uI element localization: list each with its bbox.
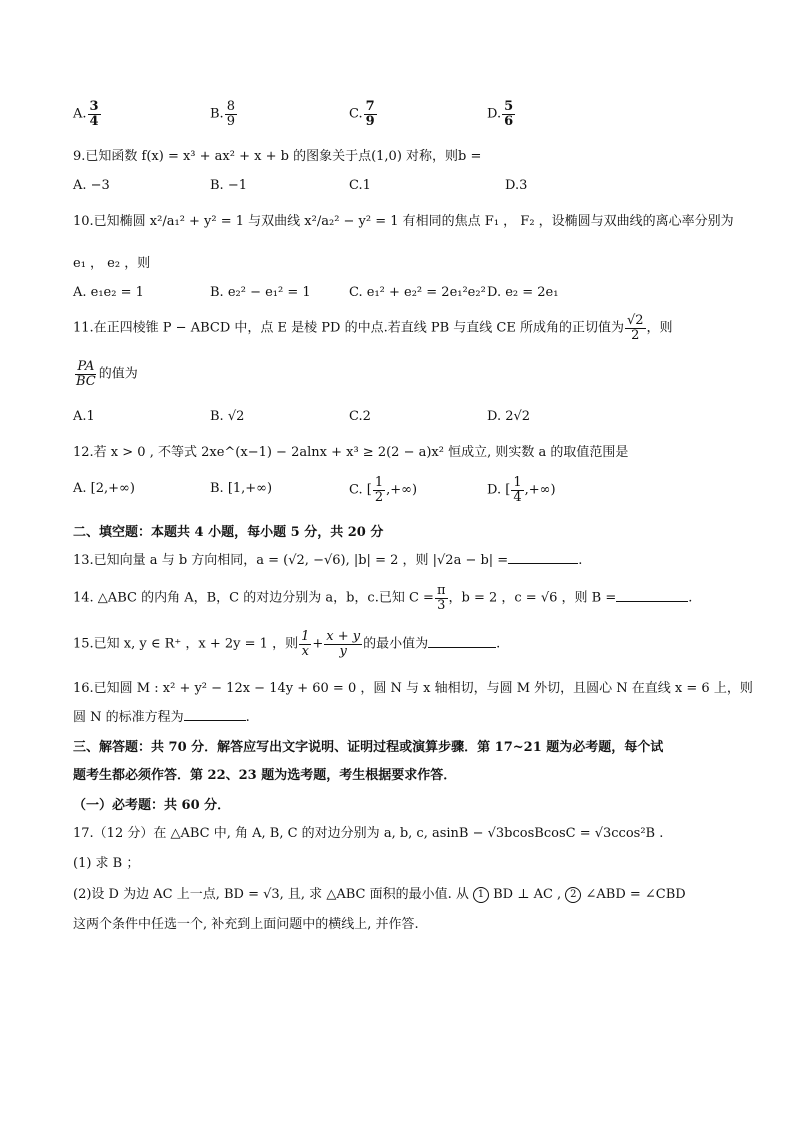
option-label: A. bbox=[73, 106, 87, 122]
numerator: 1 bbox=[374, 475, 384, 490]
q11-stem-text2: 的值为 bbox=[98, 366, 138, 382]
numerator: 5 bbox=[504, 99, 514, 114]
q11-ratio-fraction bbox=[74, 360, 98, 388]
q15-stem-b: 的最小值为 bbox=[363, 636, 429, 652]
q11-option-d: D. 2√2 bbox=[487, 409, 531, 424]
condition-2: ∠ABD = ∠CBD bbox=[585, 887, 686, 902]
q12-option-c: C. [ $\frac{1}{2}$ ,+∞) bbox=[349, 475, 418, 505]
q10-option-d: D. e₂ = 2e₁ bbox=[487, 285, 559, 300]
denominator: 9 bbox=[365, 113, 375, 129]
q15-fraction-1 bbox=[299, 630, 311, 658]
denominator: x bbox=[301, 643, 309, 659]
q9-option-c: C.1 bbox=[349, 178, 371, 193]
numerator: PA bbox=[77, 359, 95, 374]
q9-option-b: B. −1 bbox=[210, 178, 247, 193]
q16-tail: . bbox=[245, 710, 250, 725]
numerator: 1 bbox=[513, 475, 522, 490]
option-label: C. bbox=[349, 106, 363, 122]
numerator: 1 bbox=[301, 629, 310, 644]
denominator: 4 bbox=[513, 489, 522, 505]
fraction bbox=[373, 476, 385, 504]
denominator: 2 bbox=[631, 327, 640, 343]
q12-stem: 12.若 x > 0 , 不等式 2xe^(x−1) − 2alnx + x³ ≥ 2(2 − a)x² 恒成立, 则实数 a 的取值范围是 bbox=[73, 445, 629, 460]
numerator: √2 bbox=[626, 313, 644, 328]
answer-blank bbox=[184, 708, 246, 721]
q15-fraction-2 bbox=[324, 630, 362, 658]
q10-option-c: C. e₁² + e₂² = 2e₁²e₂² bbox=[349, 285, 486, 300]
q14-stem-b: ，b = 2 ，c = √6 ，则 B = bbox=[448, 590, 617, 606]
q11-option-b: B. √2 bbox=[210, 409, 245, 424]
interval-tail: ,+∞) bbox=[386, 482, 418, 498]
option-label: C. bbox=[349, 482, 363, 498]
q10-stem-line1: 10.已知椭圆 x²/a₁² + y² = 1 与双曲线 x²/a₂² − y² = 1 有相同的焦点 F₁ ， F₂ ，设椭圆与双曲线的离心率分别为 bbox=[73, 214, 734, 229]
condition-1: BD ⊥ AC , bbox=[493, 887, 562, 902]
q12-option-d: D. [ $\frac{1}{4}$ ,+∞) bbox=[487, 475, 556, 505]
numerator: 3 bbox=[89, 99, 99, 114]
q15-tail: . bbox=[496, 636, 501, 652]
q9-option-d: D.3 bbox=[505, 178, 528, 193]
q17-part2-line2: 这两个条件中任选一个, 补充到上面问题中的横线上, 并作答. bbox=[73, 917, 419, 932]
q17-part1: (1) 求 B ； bbox=[73, 856, 140, 871]
q16-stem-line2 bbox=[73, 706, 250, 725]
circled-number-2: 2 bbox=[565, 887, 581, 903]
fraction bbox=[502, 100, 515, 128]
denominator: 9 bbox=[226, 113, 235, 129]
q14-stem-a: 14. △ABC 的内角 A，B，C 的对边分别为 a，b，c.已知 C = bbox=[73, 590, 434, 606]
q12-option-a: A. [2,+∞) bbox=[73, 481, 135, 496]
section3-heading-line1: 三、解答题：共 70 分．解答应写出文字说明、证明过程或演算步骤．第 17~21 题为必考题，每个试 bbox=[73, 740, 664, 755]
fraction bbox=[364, 100, 377, 128]
q11-stem-text: 11.在正四棱锥 P − ABCD 中，点 E 是棱 PD 的中点.若直线 PB 与直线 CE 所成角的正切值为 bbox=[73, 320, 624, 336]
numerator: π bbox=[436, 583, 446, 598]
q14-line bbox=[73, 584, 692, 612]
q17-stem: 17.（12 分）在 △ABC 中, 角 A, B, C 的对边分别为 a, b, c, asinB − √3bcosBcosC = √3ccos²B . bbox=[73, 826, 664, 841]
q13-stem: 13.已知向量 a 与 b 方向相同，a = (√2, −√6), |b| = 2 ，则 |√2a − b| = bbox=[73, 553, 509, 568]
q14-pi-fraction bbox=[435, 584, 448, 612]
option-label: B. bbox=[210, 106, 224, 122]
denominator: BC bbox=[76, 373, 96, 389]
q17-part2-text: (2)设 D 为边 AC 上一点, BD = √3, 且, 求 △ABC 面积的最小值. 从 bbox=[73, 887, 469, 902]
q13-line bbox=[73, 549, 582, 568]
q9-option-a: A. −3 bbox=[73, 178, 110, 193]
fraction bbox=[225, 100, 237, 128]
answer-blank bbox=[616, 589, 688, 602]
q11-tan-fraction bbox=[625, 314, 646, 342]
q11-stem-tail: ，则 bbox=[646, 320, 673, 336]
interval-tail: ,+∞) bbox=[524, 482, 556, 498]
option-label: D. bbox=[487, 106, 502, 122]
q12-option-b: B. [1,+∞) bbox=[210, 481, 273, 496]
q10-option-a: A. e₁e₂ = 1 bbox=[73, 285, 144, 300]
q13-tail: . bbox=[578, 553, 583, 568]
q15-stem-a: 15.已知 x, y ∈ R⁺ ，x + 2y = 1 ，则 bbox=[73, 636, 299, 652]
q14-tail: . bbox=[688, 590, 693, 606]
q9-stem: 9.已知函数 f(x) = x³ + ax² + x + b 的图象关于点(1,0) 对称，则b = bbox=[73, 149, 482, 164]
q8-option-b bbox=[210, 100, 238, 128]
q10-option-b: B. e₂² − e₁² = 1 bbox=[210, 285, 311, 300]
denominator: 3 bbox=[437, 597, 446, 613]
q11-option-a: A.1 bbox=[73, 409, 95, 424]
denominator: y bbox=[339, 643, 347, 659]
q8-option-a bbox=[73, 100, 102, 128]
section3-subheading: （一）必考题：共 60 分． bbox=[73, 798, 231, 813]
answer-blank bbox=[428, 635, 496, 648]
numerator: 8 bbox=[226, 99, 235, 114]
q16-stem-line1: 16.已知圆 M : x² + y² − 12x − 14y + 60 = 0 ，圆 N 与 x 轴相切，与圆 M 外切，且圆心 N 在直线 x = 6 上，则 bbox=[73, 681, 753, 696]
section3-heading-line2: 题考生都必须作答．第 22、23 题为选考题，考生根据要求作答． bbox=[73, 768, 457, 783]
q8-option-d bbox=[487, 100, 516, 128]
numerator: 7 bbox=[365, 99, 375, 114]
q15-line bbox=[73, 630, 500, 658]
q10-stem-line2: e₁ ， e₂ ，则 bbox=[73, 256, 151, 271]
fraction bbox=[511, 476, 523, 504]
section2-heading: 二、填空题：本题共 4 小题，每小题 5 分，共 20 分 bbox=[73, 525, 384, 540]
q17-part2-line1 bbox=[73, 883, 686, 903]
denominator: 2 bbox=[374, 489, 384, 505]
q11-stem-line2 bbox=[73, 360, 138, 388]
option-label: D. bbox=[487, 482, 502, 498]
denominator: 4 bbox=[89, 113, 99, 129]
q8-option-c bbox=[349, 100, 378, 128]
q16-stem-text: 圆 N 的标准方程为 bbox=[73, 710, 184, 725]
q11-option-c: C.2 bbox=[349, 409, 371, 424]
fraction bbox=[88, 100, 101, 128]
answer-blank bbox=[508, 551, 578, 564]
plus-sign: + bbox=[312, 636, 324, 652]
denominator: 6 bbox=[504, 113, 514, 129]
q11-stem-line1 bbox=[73, 314, 673, 342]
circled-number-1: 1 bbox=[473, 887, 489, 903]
numerator: x + y bbox=[326, 629, 361, 644]
